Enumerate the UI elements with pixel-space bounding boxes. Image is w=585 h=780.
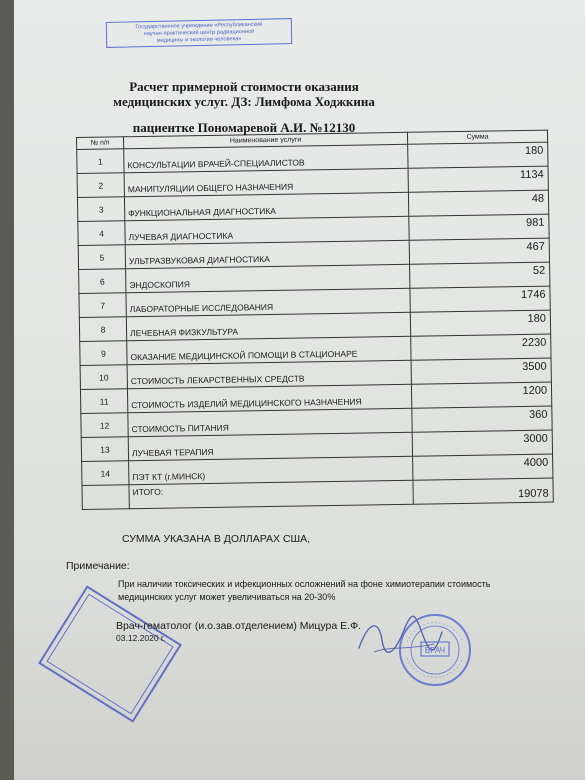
row-num: 1 [77,149,124,174]
header-stamp-line: Государственное учреждение «Республиканский [135,21,263,31]
patient-title: пациентке Пономаревой А.И. №12130 [132,120,356,135]
header-num: № п/п [77,137,124,150]
row-sum: 1746 [410,286,550,312]
row-sum: 3500 [411,358,551,384]
row-sum: 4000 [413,454,553,480]
row-sum: 1200 [411,382,551,408]
row-sum: 2230 [411,334,551,360]
note-text: При наличии токсических и ифекционных осложнений на фоне химиотерапии стоимость медицинских услуг может увеличиваться на 20-30% [118,579,491,602]
row-num: 14 [82,461,129,486]
row-name: ЛУЧЕВАЯ ДИАГНОСТИКА [125,216,409,244]
header-name: Наименование услуги [124,132,408,148]
signature-date: 03.12.2020 г. [116,633,166,643]
cost-table [76,130,554,510]
row-num: 13 [81,437,128,462]
row-name: ЛЕЧЕБНАЯ ФИЗКУЛЬТУРА [126,312,410,340]
header-stamp-line: научно-практический центр радиационной [143,28,255,38]
row-name: МАНИПУЛЯЦИИ ОБЩЕГО НАЗНАЧЕНИЯ [124,168,408,196]
row-num: 6 [79,269,126,294]
document-page [14,0,585,780]
header-stamp-line: медицины и экологии человека» [156,36,242,44]
stamp-inner-frame [46,594,173,715]
row-sum: 467 [409,238,549,264]
total-sum: 19078 [413,478,553,504]
row-num: 3 [77,197,124,222]
row-sum: 180 [408,142,548,168]
row-num: 5 [78,245,125,270]
row-num: 10 [80,365,127,390]
row-num: 11 [80,389,127,414]
total-num-empty [82,485,129,510]
row-name: ЛУЧЕВАЯ ТЕРАПИЯ [128,432,412,460]
document-title-line-2: медицинских услуг. ДЗ: Лимфома Ходжкина [113,94,375,109]
round-stamp-text: ВРАЧ [424,646,446,655]
row-name: ПЭТ КТ (г.МИНСК) [129,456,413,484]
row-sum: 48 [408,190,548,216]
row-name: СТОИМОСТЬ ПИТАНИЯ [128,408,412,436]
row-name: КОНСУЛЬТАЦИИ ВРАЧЕЙ-СПЕЦИАЛИСТОВ [124,144,408,172]
round-doctor-stamp [397,612,473,688]
row-num: 2 [77,173,124,198]
row-sum: 180 [410,310,550,336]
document-title-line-1: Расчет примерной стоимости оказания [129,79,359,94]
row-sum: 981 [409,214,549,240]
rectangular-stamp-seal [38,585,182,722]
currency-note: СУММА УКАЗАНА В ДОЛЛАРАХ США, [122,533,311,545]
row-num: 7 [79,293,126,318]
row-name: ЭНДОСКОПИЯ [126,264,410,292]
institution-header-stamp [106,18,293,48]
row-num: 4 [78,221,125,246]
row-name: ЛАБОРАТОРНЫЕ ИССЛЕДОВАНИЯ [126,288,410,316]
header-sum: Сумма [407,130,547,144]
row-name: СТОИМОСТЬ ЛЕКАРСТВЕННЫХ СРЕДСТВ [127,360,411,388]
row-sum: 1134 [408,166,548,192]
note-label: Примечание: [66,560,130,572]
row-name: УЛЬТРАЗВУКОВАЯ ДИАГНОСТИКА [125,240,409,268]
row-num: 8 [79,317,126,342]
row-sum: 52 [410,262,550,288]
row-name: СТОИМОСТЬ ИЗДЕЛИЙ МЕДИЦИНСКОГО НАЗНАЧЕНИЯ [127,384,411,412]
row-num: 12 [81,413,128,438]
row-name: ФУНКЦИОНАЛЬНАЯ ДИАГНОСТИКА [124,192,408,220]
row-num: 9 [80,341,127,366]
total-label: ИТОГО: [129,480,413,508]
row-name: ОКАЗАНИЕ МЕДИЦИНСКОЙ ПОМОЩИ В СТАЦИОНАРЕ [127,336,411,364]
row-sum: 360 [412,406,552,432]
row-sum: 3000 [412,430,552,456]
signature-line: Врач-гематолог (и.о.зав.отделением) Мицура Е.Ф. [116,620,361,632]
